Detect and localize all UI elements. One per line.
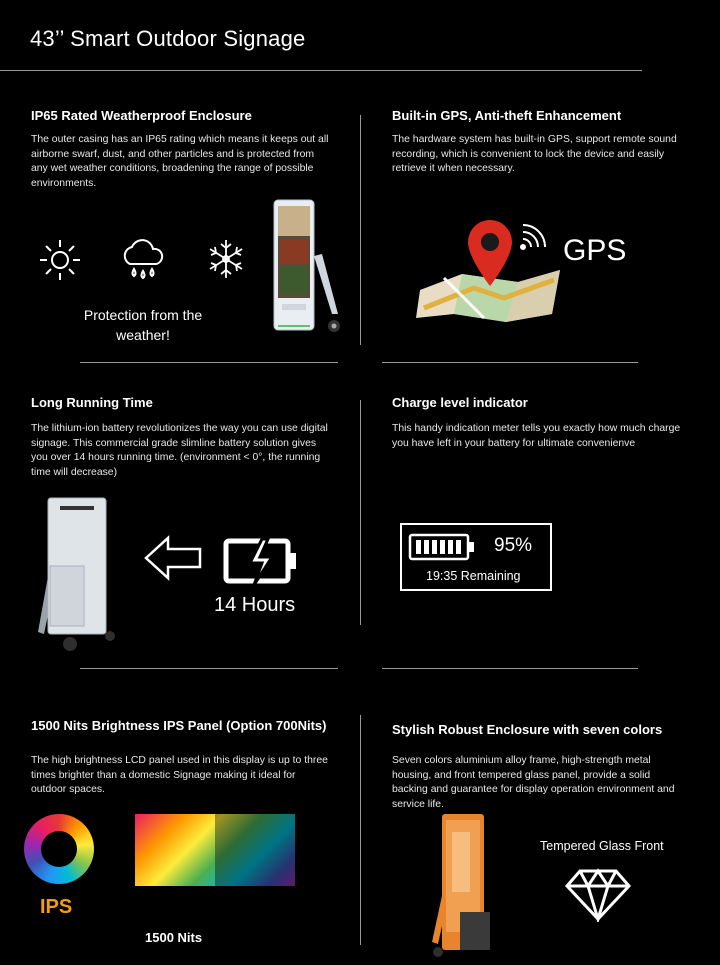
- kiosk-back-image: [34, 494, 120, 654]
- sun-icon: [38, 238, 82, 282]
- page-title: 43’’ Smart Outdoor Signage: [30, 26, 306, 51]
- gps-label: GPS: [563, 234, 627, 267]
- column-divider: [360, 115, 361, 345]
- ips-label: IPS: [40, 896, 73, 918]
- running-section: [31, 395, 331, 480]
- charge-meter: [400, 523, 552, 591]
- row-divider: [382, 668, 638, 669]
- battery-charging-icon: [222, 535, 302, 587]
- ips-panel-image: [135, 814, 295, 886]
- caption-line: Protection from the: [83, 307, 203, 323]
- section-heading: IP65 Rated Weatherproof Enclosure: [31, 108, 252, 123]
- section-heading: Charge level indicator: [392, 395, 528, 410]
- section-body: The high brightness LCD panel used in this display is up to three times brighter than a domestic Signage making it ideal for outdoor spaces.: [31, 755, 328, 795]
- orange-kiosk-image: [424, 812, 496, 958]
- charge-percent: 95%: [494, 535, 533, 556]
- diamond-icon: [564, 868, 632, 922]
- signage-kiosk-image: [266, 196, 346, 336]
- section-body: This handy indication meter tells you exactly how much charge you have left in your battery for ultimate convenienve: [392, 423, 681, 449]
- nits-label: 1500 Nits: [145, 930, 203, 945]
- gps-section: [392, 108, 682, 177]
- section-body: The hardware system has built-in GPS, support remote sound recording, which is convenient to lock the device and easily retrieve it when necessary.: [392, 134, 677, 174]
- caption-line: weather!: [116, 327, 170, 343]
- section-heading: 1500 Nits Brightness IPS Panel (Option 700Nits): [31, 718, 327, 733]
- section-body: Seven colors aluminium alloy frame, high-strength metal housing, and front tempered glass panel, provide a solid backing and guarantee for display operation environment and service life.: [392, 755, 675, 810]
- dimmed-half: [215, 814, 295, 886]
- brightness-section: [31, 718, 331, 798]
- signal-waves-icon: [516, 218, 552, 254]
- time-remaining: 19:35 Remaining: [426, 569, 521, 583]
- section-heading: Long Running Time: [31, 395, 153, 410]
- row-divider: [80, 362, 338, 363]
- charge-section: [392, 395, 692, 451]
- enclosure-section: [392, 722, 684, 812]
- weather-caption: [68, 305, 218, 345]
- arrow-left-icon: [144, 535, 202, 581]
- battery-level-icon: [408, 533, 476, 561]
- section-body: The outer casing has an IP65 rating which means it keeps out all airborne swarf, dust, and other particles and is protected from any wet weather conditions, broadening the range of possible environments.: [31, 134, 329, 189]
- row-divider: [80, 668, 338, 669]
- glass-label: Tempered Glass Front: [540, 839, 664, 853]
- color-wheel-icon: [24, 814, 94, 884]
- section-heading: Built-in GPS, Anti-theft Enhancement: [392, 108, 622, 123]
- weatherproof-section: [31, 108, 331, 191]
- column-divider: [360, 715, 361, 945]
- section-body: The lithium-ion battery revolutionizes the way you can use digital signage. This commercial grade slimline battery solution gives you over 14 hours running time. (environment < 0°, the running time will decrease): [31, 423, 328, 478]
- column-divider: [360, 400, 361, 625]
- rain-cloud-icon: [118, 236, 168, 284]
- section-heading: Stylish Robust Enclosure with seven colors: [392, 722, 663, 737]
- snowflake-icon: [206, 238, 246, 280]
- title-divider: [0, 70, 642, 71]
- hours-label: 14 Hours: [214, 594, 296, 616]
- row-divider: [382, 362, 638, 363]
